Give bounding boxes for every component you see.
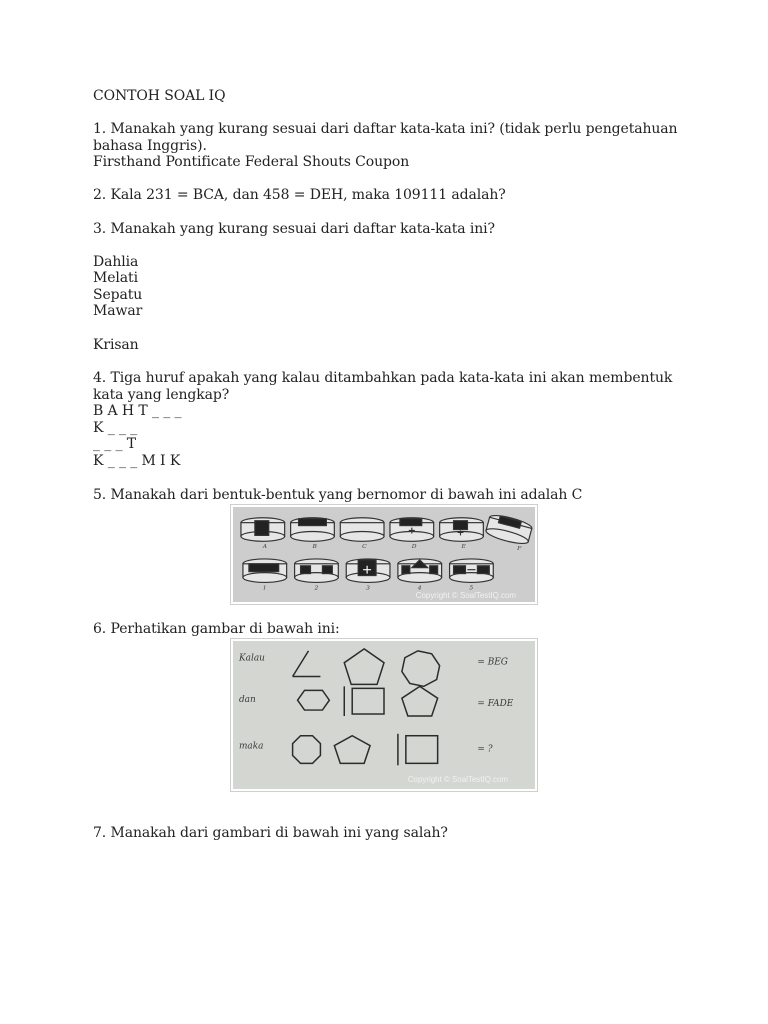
question-3-option: Krisan	[93, 337, 139, 353]
polygon-shapes-image	[233, 641, 535, 789]
shape-label: 4	[417, 585, 422, 592]
row-label: Kalau	[238, 653, 265, 664]
row-label: dan	[238, 695, 256, 706]
shape-label: D	[411, 544, 417, 551]
question-4-word: K _ _ _ M I K	[93, 453, 181, 469]
question-4-line-1: 4. Tiga huruf apakah yang kalau ditambahkan pada kata-kata ini akan membentuk	[93, 370, 673, 386]
shape-label: 5	[469, 585, 474, 592]
document-title: CONTOH SOAL IQ	[93, 88, 226, 104]
cylinder-shapes-image	[233, 507, 535, 602]
shape-label: F	[517, 546, 522, 553]
shape-label: 3	[366, 585, 370, 592]
question-3: 3. Manakah yang kurang sesuai dari daftar kata-kata ini?	[93, 221, 495, 237]
question-1-line-2: bahasa Inggris).	[93, 138, 207, 154]
question-5: 5. Manakah dari bentuk-bentuk yang bernomor di bawah ini adalah C	[93, 487, 583, 503]
question-4-word: _ _ _ T	[93, 436, 136, 452]
question-2: 2. Kala 231 = BCA, dan 458 = DEH, maka 109111 adalah?	[93, 187, 506, 203]
shape-label: A	[262, 544, 268, 551]
shape-label: 1	[262, 585, 267, 592]
question-4-word: K _ _ _	[93, 420, 138, 436]
question-6-figure	[230, 638, 538, 792]
question-3-option: Melati	[93, 270, 138, 286]
figure-copyright: Copyright © SoalTestIQ.com	[415, 591, 516, 601]
shape-label: 2	[314, 585, 319, 592]
figure-copyright: Copyright © SoalTestIQ.com	[407, 775, 509, 785]
row-result: = ?	[477, 744, 493, 755]
row-result: = FADE	[477, 699, 514, 710]
question-4-line-2: kata yang lengkap?	[93, 387, 230, 403]
question-3-option: Sepatu	[93, 287, 143, 303]
question-1-line-1: 1. Manakah yang kurang sesuai dari daftar kata-kata ini? (tidak perlu pengetahuan	[93, 121, 678, 137]
shape-label: E	[461, 544, 466, 551]
question-7: 7. Manakah dari gambari di bawah ini yang salah?	[93, 825, 448, 841]
question-5-figure	[230, 504, 538, 605]
question-1-words: Firsthand Pontificate Federal Shouts Coupon	[93, 154, 410, 170]
question-6: 6. Perhatikan gambar di bawah ini:	[93, 621, 340, 637]
question-3-option: Dahlia	[93, 254, 139, 270]
row-result: = BEG	[477, 657, 508, 668]
row-label: maka	[238, 741, 264, 752]
question-3-option: Mawar	[93, 303, 143, 319]
question-4-word: B A H T _ _ _	[93, 403, 182, 419]
shape-label: C	[362, 544, 367, 551]
shape-label: B	[312, 544, 317, 551]
